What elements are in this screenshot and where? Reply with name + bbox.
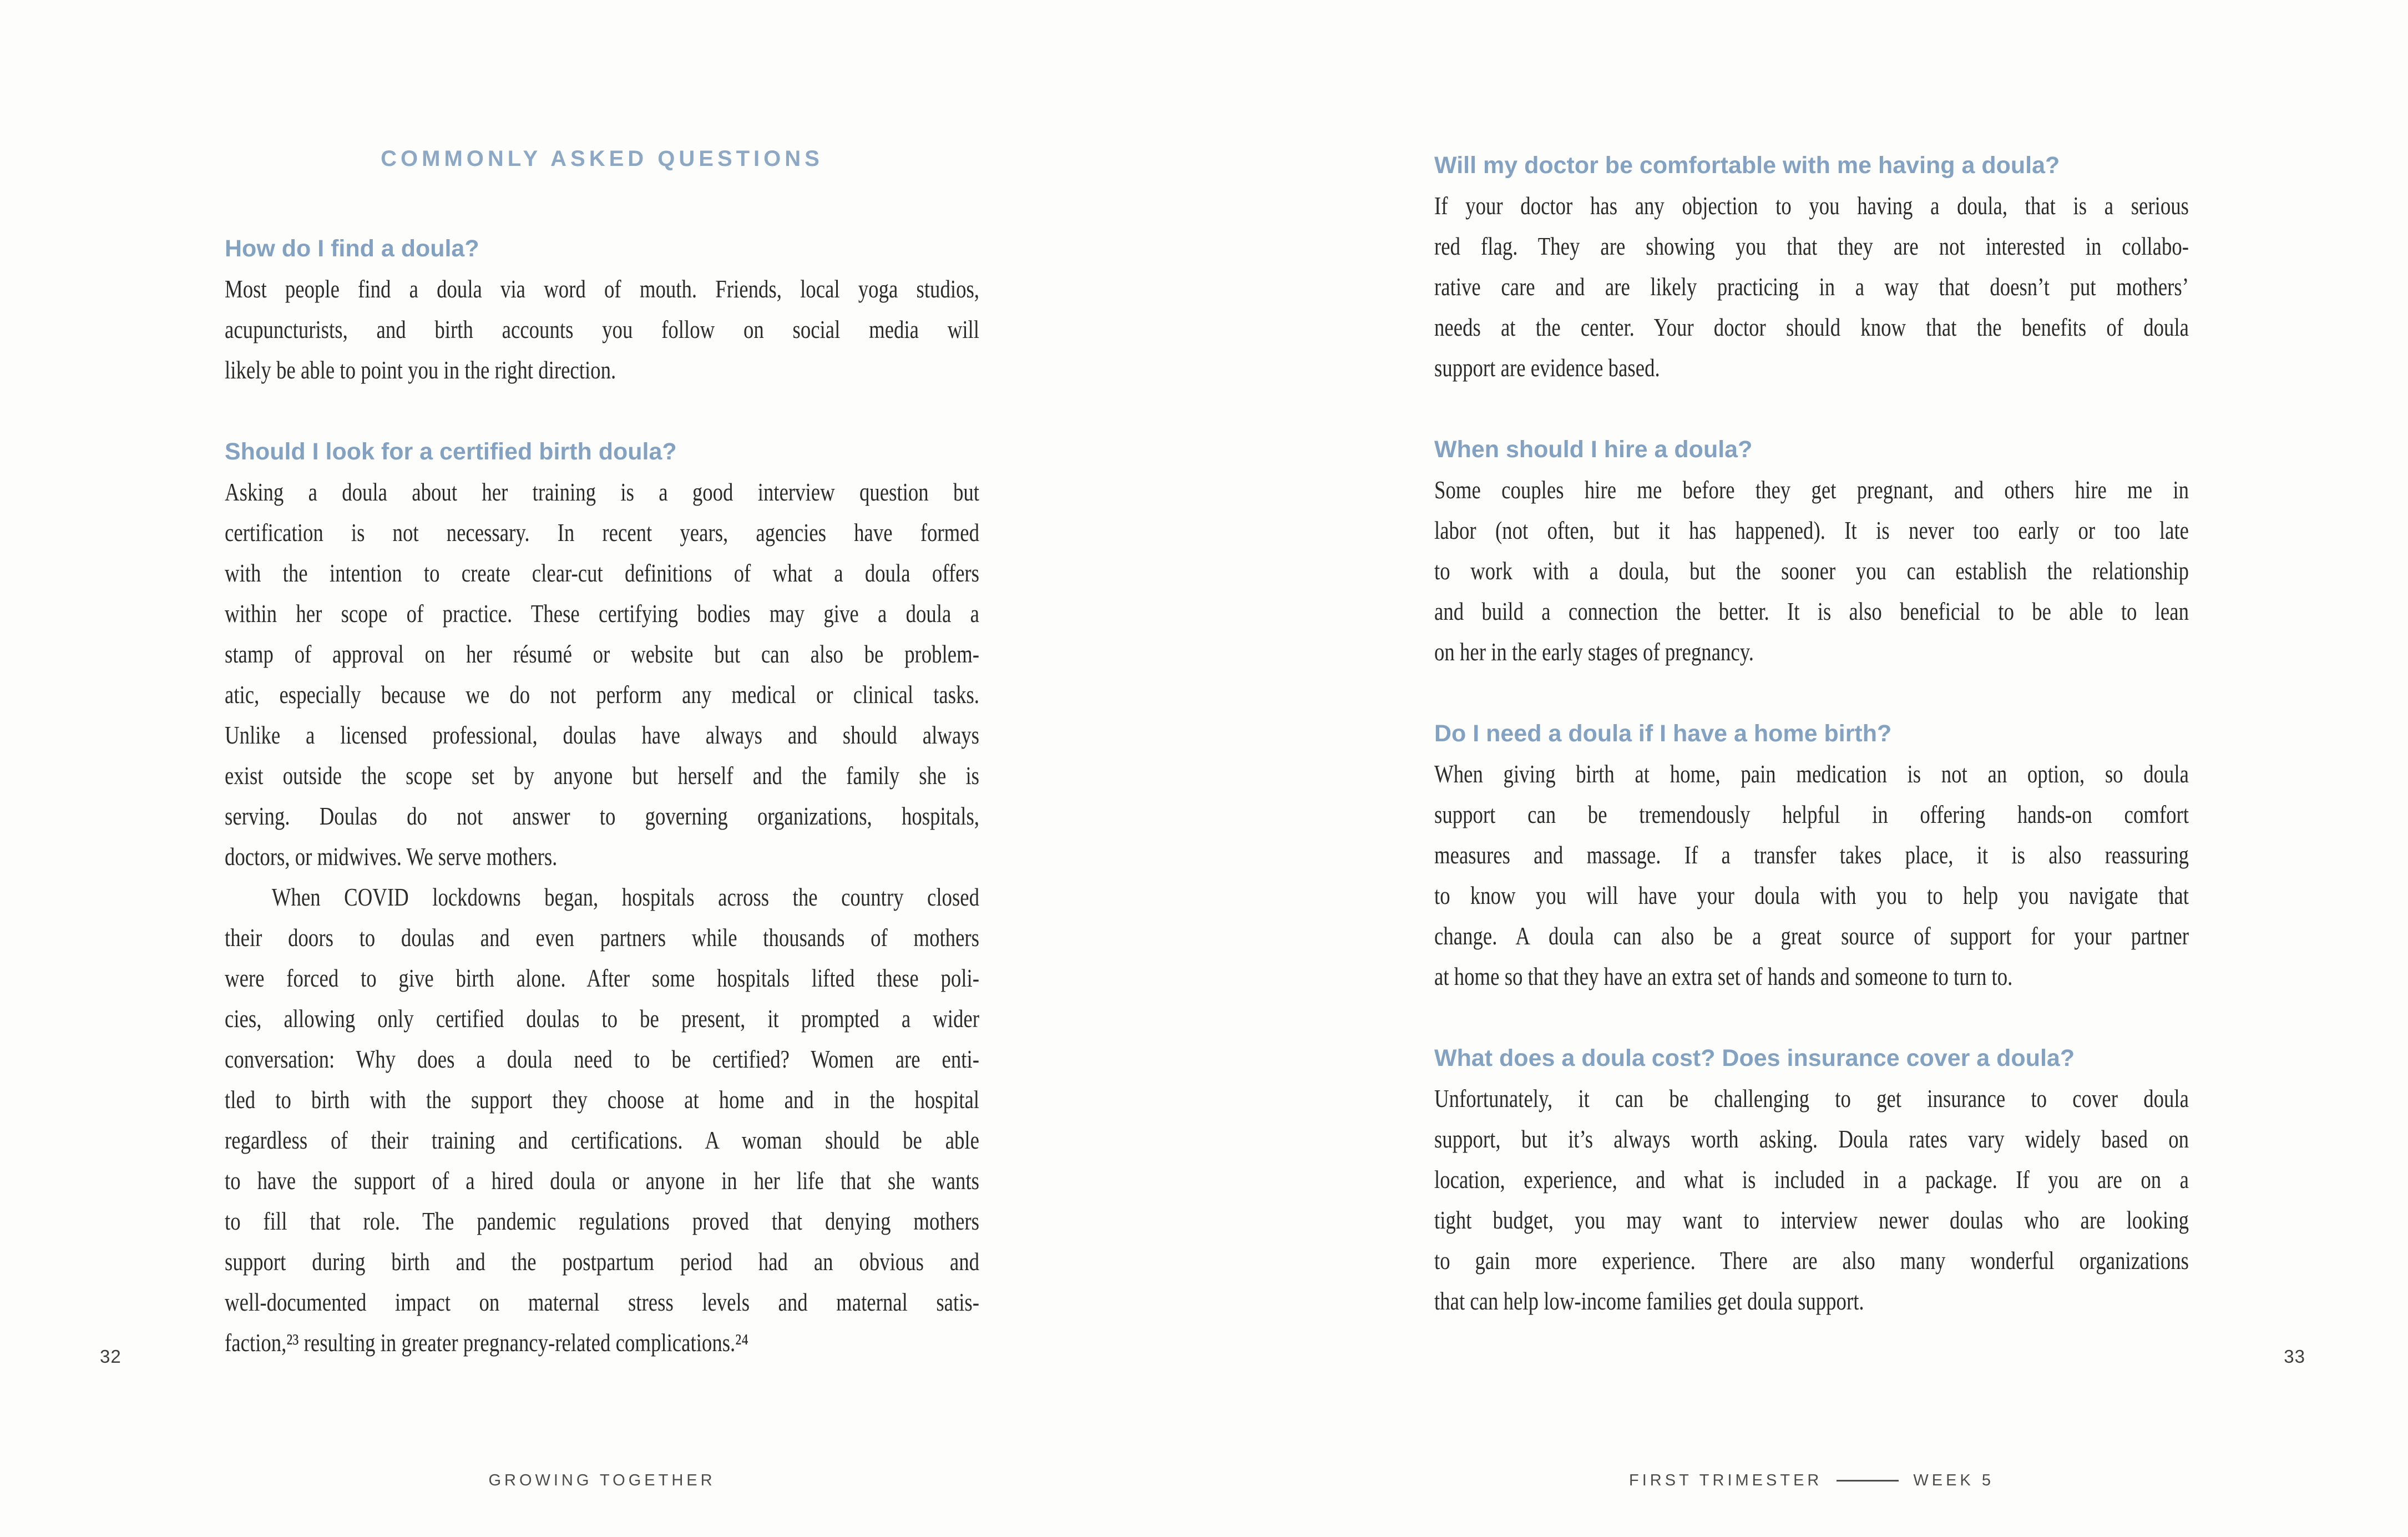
- footer-week-label: WEEK 5: [1913, 1472, 1994, 1489]
- text-line: When giving birth at home, pain medication is not an option, so doula: [1434, 760, 2189, 788]
- question-heading-doctor-comfortable: Will my doctor be comfortable with me having a doula?: [1434, 152, 2060, 179]
- text-line: location, experience, and what is included in a package. If you are on a: [1434, 1165, 2189, 1194]
- text-line: Most people find a doula via word of mouth. Friends, local yoga studios,: [225, 275, 979, 303]
- paragraph-certified-doula-1: [225, 472, 979, 877]
- text-line: to have the support of a hired doula or anyone in her life that she wants: [225, 1166, 979, 1195]
- text-line: certification is not necessary. In recent years, agencies have formed: [225, 518, 979, 547]
- text-line: faction,²³ resulting in greater pregnancy-related complications.²⁴: [225, 1328, 749, 1357]
- text-line: cies, allowing only certified doulas to be present, it prompted a wider: [225, 1004, 979, 1033]
- text-line: labor (not often, but it has happened). It is never too early or too late: [1434, 516, 2189, 544]
- text-line: to work with a doula, but the sooner you can establish the relationship: [1434, 557, 2189, 585]
- question-heading-when-hire: When should I hire a doula?: [1434, 436, 1753, 463]
- text-line: serving. Doulas do not answer to governing organizations, hospitals,: [225, 802, 979, 830]
- text-line: to gain more experience. There are also many wonderful organizations: [1434, 1246, 2189, 1275]
- question-heading-doula-cost: What does a doula cost? Does insurance cover a doula?: [1434, 1045, 2075, 1071]
- text-line: stamp of approval on her résumé or website but can also be problem-: [225, 640, 979, 668]
- running-footer-left: GROWING TOGETHER: [488, 1472, 716, 1489]
- text-line: change. A doula can also be a great source of support for your partner: [1434, 922, 2189, 950]
- text-line: acupuncturists, and birth accounts you follow on social media will: [225, 315, 979, 343]
- footer-trimester-label: FIRST TRIMESTER: [1629, 1472, 1823, 1489]
- text-line: at home so that they have an extra set of hands and someone to turn to.: [1434, 962, 2013, 990]
- text-line: support are evidence based.: [1434, 353, 1660, 382]
- question-heading-home-birth: Do I need a doula if I have a home birth?: [1434, 720, 1892, 747]
- text-line: were forced to give birth alone. After some hospitals lifted these poli-: [225, 964, 979, 992]
- paragraph-certified-doula-2: [225, 877, 979, 1363]
- text-line: Unfortunately, it can be challenging to get insurance to cover doula: [1434, 1084, 2189, 1113]
- page-right: [1204, 0, 2408, 1537]
- text-line: that can help low-income families get doula support.: [1434, 1287, 1864, 1315]
- text-line: doctors, or midwives. We serve mothers.: [225, 842, 558, 871]
- question-heading-certified-doula: Should I look for a certified birth doula?: [225, 438, 677, 465]
- question-heading-find-doula: How do I find a doula?: [225, 235, 479, 262]
- text-line: and build a connection the better. It is also beneficial to be able to lean: [1434, 597, 2189, 625]
- text-line: to fill that role. The pandemic regulations proved that denying mothers: [225, 1207, 979, 1235]
- paragraph-doctor-comfortable: [1434, 185, 2189, 388]
- text-line: Some couples hire me before they get pregnant, and others hire me in: [1434, 476, 2189, 504]
- left-text-column: [225, 145, 979, 1363]
- text-line: needs at the center. Your doctor should know that the benefits of doula: [1434, 313, 2189, 341]
- text-line: within her scope of practice. These certifying bodies may give a doula a: [225, 599, 979, 628]
- text-line: their doors to doulas and even partners while thousands of mothers: [225, 923, 979, 952]
- paragraph-doula-cost: [1434, 1078, 2189, 1321]
- text-line: Unlike a licensed professional, doulas have always and should always: [225, 721, 979, 749]
- text-line: to know you will have your doula with you to help you navigate that: [1434, 881, 2189, 909]
- paragraph-find-doula: [225, 269, 979, 390]
- text-line: tight budget, you may want to interview newer doulas who are looking: [1434, 1206, 2189, 1234]
- paragraph-when-hire: [1434, 469, 2189, 672]
- text-line: support during birth and the postpartum period had an obvious and: [225, 1247, 979, 1276]
- text-line: atic, especially because we do not perform any medical or clinical tasks.: [225, 680, 979, 709]
- text-line: If your doctor has any objection to you having a doula, that is a serious: [1434, 191, 2189, 220]
- text-line: red flag. They are showing you that they are not interested in collabo-: [1434, 232, 2189, 260]
- text-line: well-documented impact on maternal stress levels and maternal satis-: [225, 1288, 979, 1316]
- paragraph-home-birth: [1434, 754, 2189, 997]
- text-line: regardless of their training and certifications. A woman should be able: [225, 1126, 979, 1154]
- text-line: tled to birth with the support they choose at home and in the hospital: [225, 1085, 979, 1114]
- text-line: rative care and are likely practicing in a way that doesn’t put mothers’: [1434, 272, 2189, 301]
- section-header: COMMONLY ASKED QUESTIONS: [381, 146, 823, 171]
- text-line: measures and massage. If a transfer takes place, it is also reassuring: [1434, 841, 2189, 869]
- page-number-left: 32: [100, 1346, 122, 1367]
- text-line: with the intention to create clear-cut definitions of what a doula offers: [225, 559, 979, 587]
- text-line: When COVID lockdowns began, hospitals across the country closed: [271, 883, 979, 911]
- text-line: support, but it’s always worth asking. Doula rates vary widely based on: [1434, 1125, 2189, 1153]
- text-line: Asking a doula about her training is a good interview question but: [225, 478, 979, 506]
- text-line: on her in the early stages of pregnancy.: [1434, 638, 1754, 666]
- page-number-right: 33: [2284, 1346, 2305, 1367]
- text-line: support can be tremendously helpful in offering hands-on comfort: [1434, 800, 2189, 828]
- text-line: conversation: Why does a doula need to be certified? Women are enti-: [225, 1045, 979, 1073]
- running-footer-right: [1434, 1472, 2189, 1490]
- footer-rule: [1837, 1480, 1899, 1482]
- right-text-column: [1434, 150, 2189, 1321]
- text-line: likely be able to point you in the right direction.: [225, 356, 616, 384]
- text-line: exist outside the scope set by anyone but herself and the family she is: [225, 761, 979, 790]
